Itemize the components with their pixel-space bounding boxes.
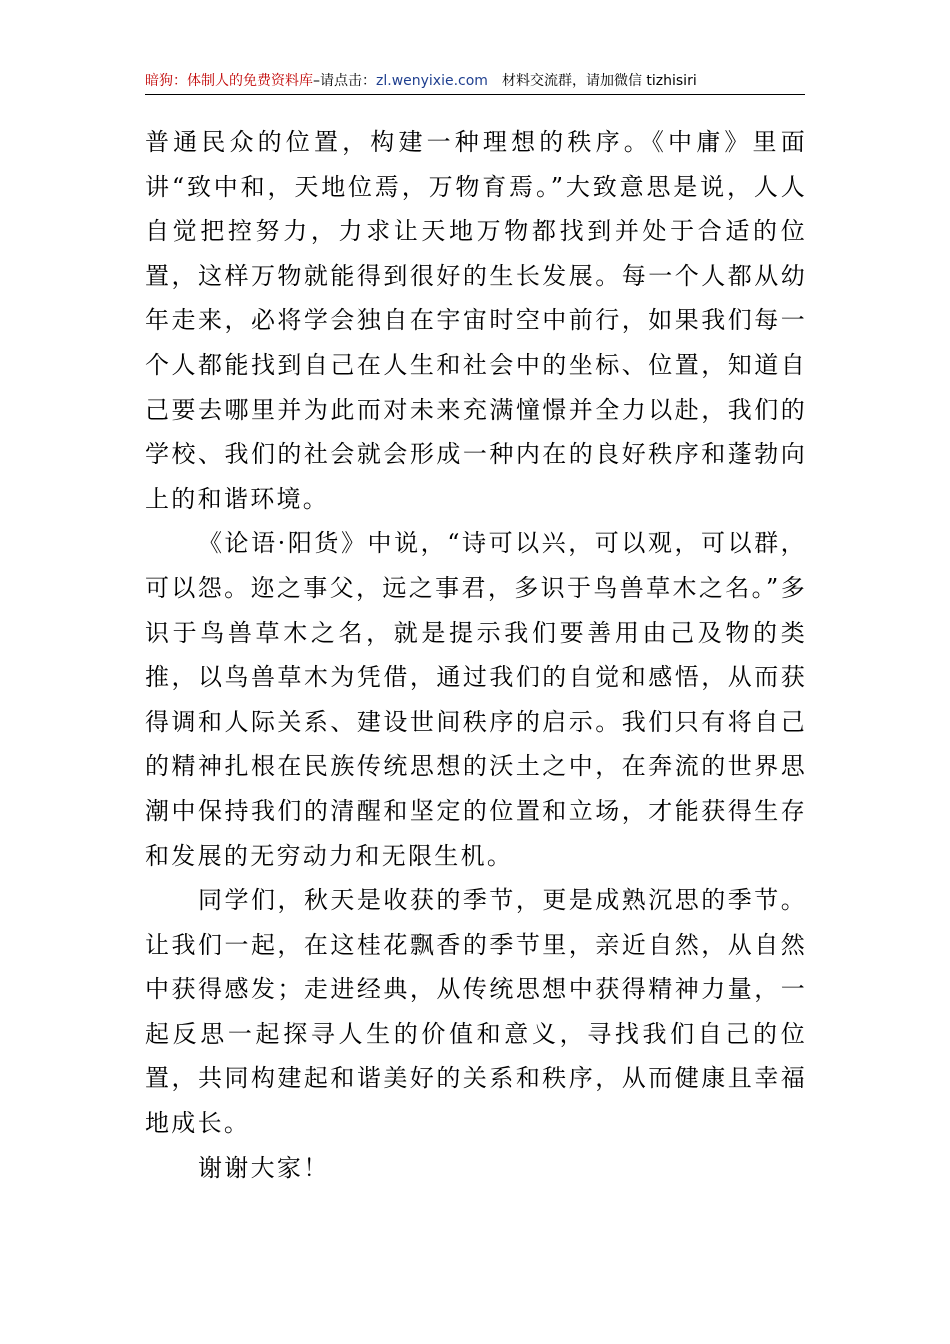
- paragraph-thanks: 谢谢大家！: [198, 1153, 330, 1182]
- paragraph-classmates: 同学们，秋天是收获的季节，更是成熟沉思的季节。让我们一起，在这桂花飘香的季节里，亲近自然，从自然中获得感发；走进经典，从传统思想中获得精神力量，一起反思一起探寻人生的价值和意义，寻找我们自己的位置，共同构建起和谐美好的关系和秩序，从而健康且幸福地成长。: [145, 886, 807, 1138]
- header-divider: [145, 94, 805, 95]
- header-brand: 暗狗：体制人的免费资料库: [145, 73, 313, 89]
- paragraph-continuation: 普通民众的位置，构建一种理想的秩序。《中庸》里面讲“致中和，天地位焉，万物育焉。”大致意思是说，人人自觉把控努力，力求让天地万物都找到并处于合适的位置，这样万物就能得到很好的生长发展。每一个人都从幼年走来，必将学会独自在宇宙时空中前行，如果我们每一个人都能找到自己在人生和社会中的坐标、位置，知道自己要去哪里并为此而对未来充满憧憬并全力以赴，我们的学校、我们的社会就会形成一种内在的良好秩序和蓬勃向上的和谐环境。: [145, 128, 807, 513]
- header-separator: –请点击：: [313, 73, 376, 89]
- paragraph-lunyu: 《论语·阳货》中说，“诗可以兴，可以观，可以群，可以怨。迩之事父，远之事君，多识于鸟兽草木之名。”多识于鸟兽草木之名，就是提示我们要善用由己及物的类推，以鸟兽草木为凭借，通过我们的自觉和感悟，从而获得调和人际关系、建设世间秩序的启示。我们只有将自己的精神扎根在民族传统思想的沃土之中，在奔流的世界思潮中保持我们的清醒和坚定的位置和立场，才能获得生存和发展的无穷动力和无限生机。: [145, 529, 807, 870]
- header-wechat: 材料交流群，请加微信 tizhisiri: [501, 73, 697, 89]
- document-body: [145, 120, 807, 1190]
- header-url-link[interactable]: zl.wenyixie.com: [376, 73, 488, 89]
- page-header: [145, 68, 805, 94]
